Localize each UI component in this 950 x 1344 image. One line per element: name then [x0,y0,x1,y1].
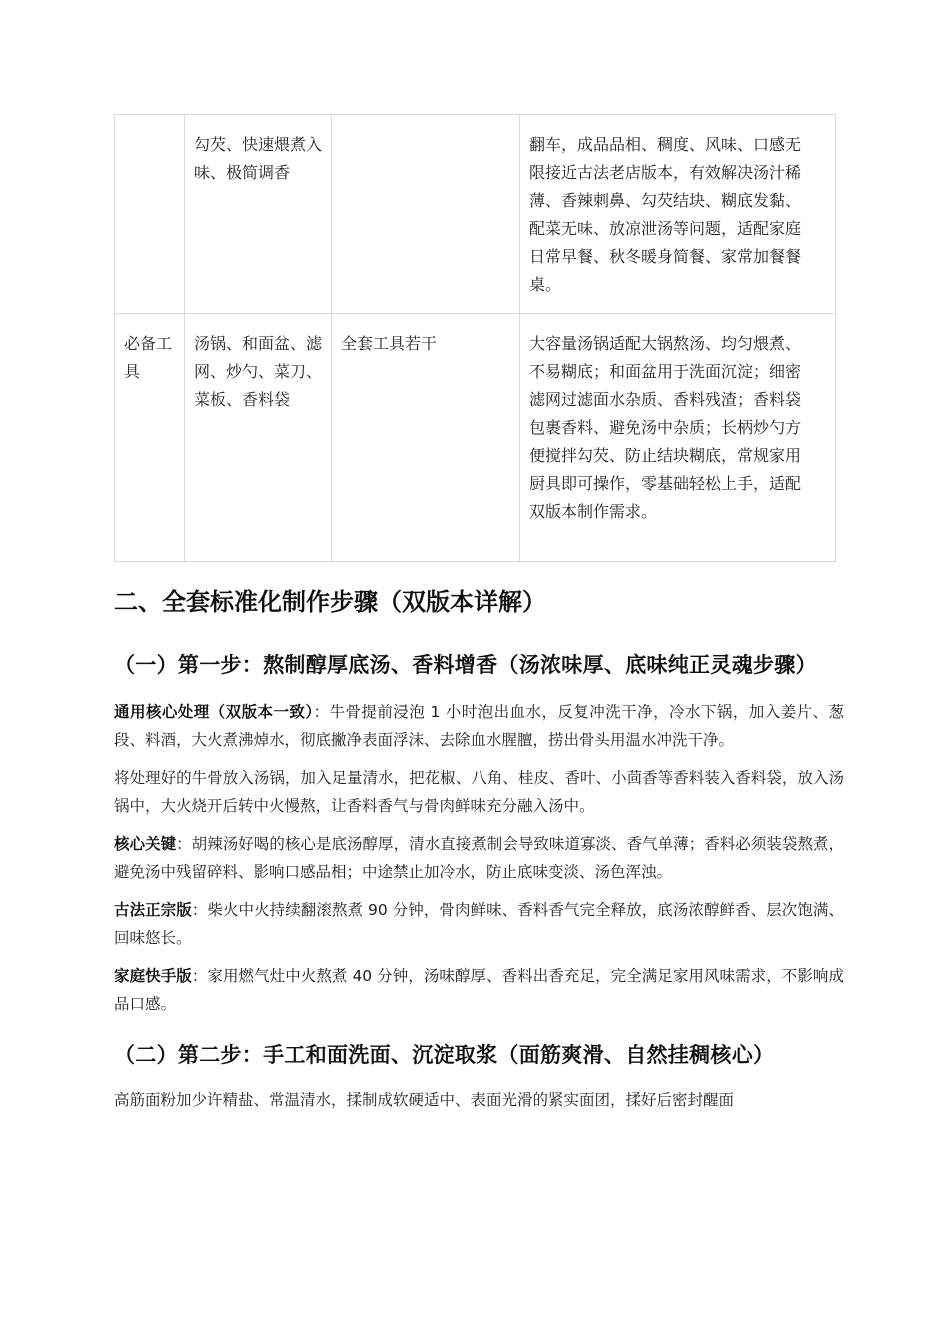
table-cell-quantity [332,115,520,314]
table-cell-category [115,115,185,314]
table-cell-items: 汤锅、和面盆、滤网、炒勺、菜刀、菜板、香料袋 [185,314,332,562]
paragraph-label: 核心关键 [114,835,177,853]
document-body [114,578,844,1114]
paragraph-label: 通用核心处理（双版本一致） [114,703,314,721]
section-heading: 二、全套标准化制作步骤（双版本详解） [114,588,546,616]
table-row [115,314,836,562]
paragraph-text: ：胡辣汤好喝的核心是底汤醇厚，清水直接煮制会导致味道寡淡、香气单薄；香料必须装袋熬煮，避免汤中残留碎料、影响口感品相；中途禁止加冷水，防止底味变淡、汤色浑浊。 [114,835,844,881]
step1-paragraph-traditional [114,896,844,952]
paragraph-text: ：柴火中火持续翻滚熬煮 90 分钟，骨肉鲜味、香料香气完全释放，底汤浓醇鲜香、层次饱满、回味悠长。 [114,901,844,947]
paragraph-label: 家庭快手版 [114,967,192,985]
step1-paragraph-home [114,962,844,1018]
step1-paragraph-general [114,698,844,754]
table-cell-items: 勾芡、快速煨煮入味、极简调香 [185,115,332,314]
table-cell-description: 大容量汤锅适配大锅熬汤、均匀煨煮、不易糊底；和面盆用于洗面沉淀；细密滤网过滤面水杂质、香料残渣；香料袋包裹香料、避免汤中杂质；长柄炒勺方便搅拌勾芡、防止结块糊底，常规家用厨具即可操作，零基础轻松上手，适配双版本制作需求。 [520,314,836,562]
table-row [115,115,836,314]
paragraph-text: ：家用燃气灶中火熬煮 40 分钟，汤味醇厚、香料出香充足，完全满足家用风味需求，不影响成品口感。 [114,967,844,1013]
paragraph-text: 将处理好的牛骨放入汤锅，加入足量清水，把花椒、八角、桂皮、香叶、小茴香等香料装入香料袋，放入汤锅中，大火烧开后转中火慢熬，让香料香气与骨肉鲜味充分融入汤中。 [114,769,844,815]
step1-paragraph-spices [114,764,844,820]
paragraph-text: 高筋面粉加少许精盐、常温清水，揉制成软硬适中、表面光滑的紧实面团，揉好后密封醒面 [114,1091,735,1109]
table-cell-description: 翻车，成品品相、稠度、风味、口感无限接近古法老店版本，有效解决汤汁稀薄、香辣刺鼻、勾芡结块、糊底发黏、配菜无味、放凉泄汤等问题，适配家庭日常早餐、秋冬暖身简餐、家常加餐餐桌。 [520,115,836,314]
table-cell-quantity: 全套工具若干 [332,314,520,562]
paragraph-label: 古法正宗版 [114,901,192,919]
step2-paragraph-dough [114,1086,844,1114]
step1-paragraph-key [114,830,844,886]
step1-heading: （一）第一步：熬制醇厚底汤、香料增香（汤浓味厚、底味纯正灵魂步骤） [114,653,817,677]
table-cell-category: 必备工具 [115,314,185,562]
step2-heading: （二）第二步：手工和面洗面、沉淀取浆（面筋爽滑、自然挂稠核心） [114,1043,775,1067]
paragraph-text: ：牛骨提前浸泡 1 小时泡出血水，反复冲洗干净，冷水下锅，加入姜片、葱段、料酒，大火煮沸焯水，彻底撇净表面浮沫、去除血水腥膻，捞出骨头用温水冲洗干净。 [114,703,844,749]
tools-table [114,114,836,562]
